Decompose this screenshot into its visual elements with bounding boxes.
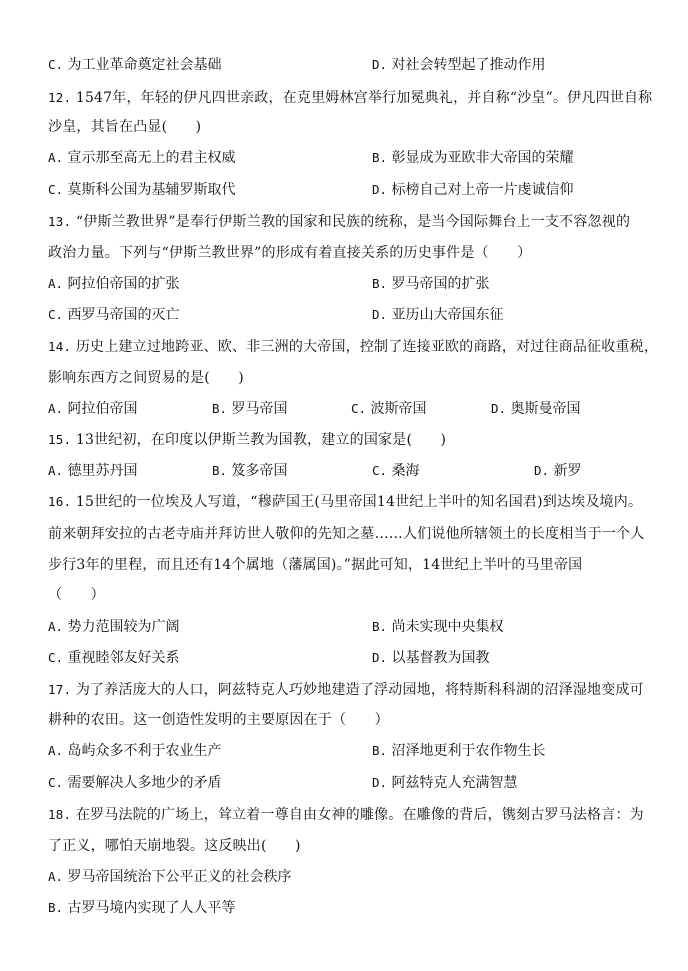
option-row bbox=[48, 648, 648, 668]
option-a: A. 阿拉伯帝国 bbox=[48, 401, 138, 417]
option-row bbox=[48, 180, 648, 200]
option-b: B. 彰显成为亚欧非大帝国的荣耀 bbox=[372, 150, 574, 166]
option-c: C. 桑海 bbox=[372, 463, 420, 479]
option-b: B. 尚未实现中央集权 bbox=[372, 619, 504, 635]
option-row bbox=[48, 773, 648, 793]
question-18-stem: 了正义，哪怕天崩地裂。这反映出( ) bbox=[48, 838, 301, 854]
option-row bbox=[48, 399, 648, 419]
option-a: A. 德里苏丹国 bbox=[48, 463, 138, 479]
question-16-stem: （ ） bbox=[48, 587, 105, 603]
option-row bbox=[48, 898, 648, 918]
option-b: B. 罗马帝国的扩张 bbox=[372, 276, 490, 292]
option-row bbox=[48, 867, 648, 887]
question-13-stem: 13. “伊斯兰教世界”是奉行伊斯兰教的国家和民族的统称，是当今国际舞台上一支不容忽视的 bbox=[48, 214, 631, 230]
option-b: B. 笈多帝国 bbox=[212, 463, 288, 479]
option-row bbox=[48, 741, 648, 761]
option-a: A. 宣示那至高无上的君主权威 bbox=[48, 150, 236, 166]
option-d: D. 对社会转型起了推动作用 bbox=[372, 57, 546, 73]
question-16-stem: 前来朝拜安拉的古老寺庙并拜访世人敬仰的先知之墓……人们说他所辖领土的长度相当于一个人 bbox=[48, 526, 645, 542]
option-row bbox=[48, 305, 648, 325]
option-b: B. 沼泽地更利于农作物生长 bbox=[372, 743, 546, 759]
question-17-stem: 17. 为了养活庞大的人口，阿兹特克人巧妙地建造了浮动园地，将特斯科科湖的沼泽湿地变成可 bbox=[48, 682, 644, 698]
option-d: D. 阿兹特克人充满智慧 bbox=[372, 775, 518, 791]
option-c: C. 为工业革命奠定社会基础 bbox=[48, 57, 222, 73]
option-c: C. 波斯帝国 bbox=[351, 401, 427, 417]
question-18-stem: 18. 在罗马法院的广场上，耸立着一尊自由女神的雕像。在雕像的背后，镌刻古罗马法格言：为 bbox=[48, 807, 644, 823]
option-a: A. 岛屿众多不利于农业生产 bbox=[48, 743, 222, 759]
option-a: A. 阿拉伯帝国的扩张 bbox=[48, 276, 180, 292]
option-row bbox=[48, 55, 648, 75]
question-12-stem: 沙皇，其旨在凸显( ) bbox=[48, 119, 202, 135]
option-c: C. 莫斯科公国为基辅罗斯取代 bbox=[48, 182, 236, 198]
question-16-stem: 步行3年的里程，而且还有14个属地（藩属国)。”据此可知，14世纪上半叶的马里帝国 bbox=[48, 557, 583, 573]
option-row bbox=[48, 617, 648, 637]
option-d: D. 新罗 bbox=[534, 463, 582, 479]
option-row bbox=[48, 274, 648, 294]
option-b: B. 古罗马境内实现了人人平等 bbox=[48, 900, 236, 916]
question-15-stem: 15. 13世纪初，在印度以伊斯兰教为国教，建立的国家是( ) bbox=[48, 432, 447, 448]
question-14-stem: 影响东西方之间贸易的是( ) bbox=[48, 370, 244, 386]
option-a: A. 势力范围较为广阔 bbox=[48, 619, 180, 635]
option-d: D. 标榜自己对上帝一片虔诚信仰 bbox=[372, 182, 574, 198]
question-16-stem: 16. 15世纪的一位埃及人写道，“穆萨国王(马里帝国14世纪上半叶的知名国君)到达埃及境内。 bbox=[48, 494, 643, 510]
question-17-stem: 耕种的农田。这一创造性发明的主要原因在于（ ） bbox=[48, 712, 389, 728]
question-12-stem: 12. 1547年，年轻的伊凡四世亲政，在克里姆林宫举行加冕典礼，并自称“沙皇”。伊凡四世自称 bbox=[48, 90, 653, 106]
option-row bbox=[48, 148, 648, 168]
option-b: B. 罗马帝国 bbox=[212, 401, 288, 417]
option-c: C. 西罗马帝国的灭亡 bbox=[48, 307, 180, 323]
question-13-stem: 政治力量。下列与“伊斯兰教世界”的形成有着直接关系的历史事件是（ ） bbox=[48, 245, 532, 261]
option-d: D. 以基督教为国教 bbox=[372, 650, 490, 666]
option-d: D. 奥斯曼帝国 bbox=[491, 401, 581, 417]
option-a: A. 罗马帝国统治下公平正义的社会秩序 bbox=[48, 869, 292, 885]
option-c: C. 重视睦邻友好关系 bbox=[48, 650, 180, 666]
question-14-stem: 14. 历史上建立过地跨亚、欧、非三洲的大帝国，控制了连接亚欧的商路，对过往商品征收重税， bbox=[48, 339, 659, 355]
option-c: C. 需要解决人多地少的矛盾 bbox=[48, 775, 222, 791]
option-d: D. 亚历山大帝国东征 bbox=[372, 307, 504, 323]
option-row bbox=[48, 461, 648, 481]
